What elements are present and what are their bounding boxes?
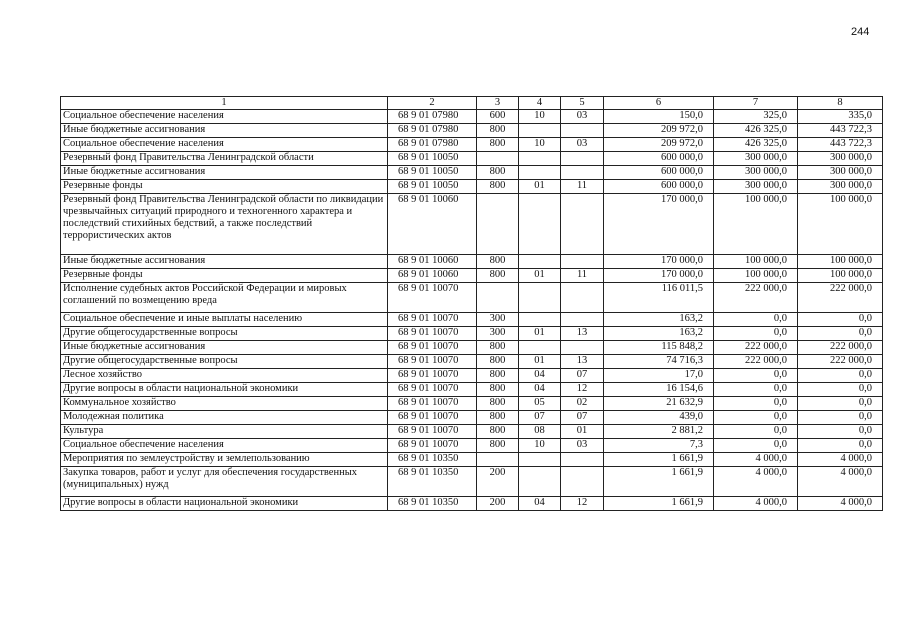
- row-name-cell: Резервные фонды: [61, 180, 388, 194]
- row-col6-cell: 150,0: [604, 110, 714, 124]
- row-col3-cell: 200: [477, 497, 519, 511]
- row-col6-cell: 115 848,2: [604, 341, 714, 355]
- table-row: [61, 327, 883, 341]
- row-col7-cell: 4 000,0: [714, 453, 798, 467]
- row-col7-cell: 4 000,0: [714, 467, 798, 497]
- row-col6-cell: 21 632,9: [604, 397, 714, 411]
- row-col3-cell: [477, 283, 519, 313]
- row-col7-cell: 426 325,0: [714, 138, 798, 152]
- row-name-cell: Резервный фонд Правительства Ленинградской области по ликвидации чрезвычайных ситуаций природного и техногенного характера и последствий стихийных бедствий, а также последствий террористических актов: [61, 194, 388, 255]
- row-code-cell: 68 9 01 10060: [388, 255, 477, 269]
- header-cell: 6: [604, 97, 714, 110]
- row-col8-cell: 0,0: [798, 313, 883, 327]
- row-col4-cell: 10: [519, 138, 561, 152]
- row-col4-cell: 07: [519, 411, 561, 425]
- header-row: [61, 97, 883, 110]
- table-row: [61, 313, 883, 327]
- row-col3-cell: [477, 194, 519, 255]
- row-name-cell: Иные бюджетные ассигнования: [61, 124, 388, 138]
- row-code-cell: 68 9 01 10070: [388, 411, 477, 425]
- row-col4-cell: 04: [519, 497, 561, 511]
- row-name-cell: Культура: [61, 425, 388, 439]
- row-col7-cell: 300 000,0: [714, 152, 798, 166]
- row-col4-cell: [519, 341, 561, 355]
- row-col8-cell: 100 000,0: [798, 194, 883, 255]
- row-col7-cell: 100 000,0: [714, 255, 798, 269]
- row-col3-cell: 800: [477, 355, 519, 369]
- row-name-cell: Исполнение судебных актов Российской Федерации и мировых соглашений по возмещению вреда: [61, 283, 388, 313]
- table-row: [61, 341, 883, 355]
- row-col7-cell: 0,0: [714, 369, 798, 383]
- row-col6-cell: 163,2: [604, 313, 714, 327]
- row-col6-cell: 209 972,0: [604, 138, 714, 152]
- row-code-cell: 68 9 01 10050: [388, 180, 477, 194]
- row-col4-cell: [519, 194, 561, 255]
- page-number: 244: [851, 26, 870, 38]
- row-name-cell: Социальное обеспечение населения: [61, 110, 388, 124]
- row-col4-cell: 10: [519, 439, 561, 453]
- row-col7-cell: 222 000,0: [714, 283, 798, 313]
- row-col3-cell: 800: [477, 166, 519, 180]
- row-col7-cell: 300 000,0: [714, 166, 798, 180]
- row-col4-cell: 05: [519, 397, 561, 411]
- row-col3-cell: 800: [477, 255, 519, 269]
- row-col8-cell: 0,0: [798, 397, 883, 411]
- table-row: [61, 411, 883, 425]
- row-col5-cell: [561, 453, 604, 467]
- row-col5-cell: [561, 341, 604, 355]
- row-col7-cell: 0,0: [714, 313, 798, 327]
- header-cell: 8: [798, 97, 883, 110]
- row-col3-cell: 800: [477, 369, 519, 383]
- row-name-cell: Другие вопросы в области национальной экономики: [61, 497, 388, 511]
- table-row: [61, 467, 883, 497]
- row-col3-cell: 600: [477, 110, 519, 124]
- row-col3-cell: 800: [477, 269, 519, 283]
- row-col4-cell: [519, 166, 561, 180]
- row-col8-cell: 300 000,0: [798, 166, 883, 180]
- row-col5-cell: 03: [561, 439, 604, 453]
- row-col5-cell: 03: [561, 138, 604, 152]
- row-name-cell: Иные бюджетные ассигнования: [61, 255, 388, 269]
- row-col8-cell: 100 000,0: [798, 269, 883, 283]
- row-col8-cell: 300 000,0: [798, 180, 883, 194]
- row-col7-cell: 100 000,0: [714, 269, 798, 283]
- row-col3-cell: 800: [477, 383, 519, 397]
- row-col8-cell: 4 000,0: [798, 497, 883, 511]
- row-col7-cell: 0,0: [714, 383, 798, 397]
- row-col3-cell: 800: [477, 439, 519, 453]
- row-col5-cell: 01: [561, 425, 604, 439]
- row-col5-cell: [561, 166, 604, 180]
- row-col7-cell: 0,0: [714, 439, 798, 453]
- row-col8-cell: 4 000,0: [798, 467, 883, 497]
- row-col4-cell: [519, 453, 561, 467]
- row-code-cell: 68 9 01 10070: [388, 369, 477, 383]
- row-col7-cell: 300 000,0: [714, 180, 798, 194]
- table-row: [61, 166, 883, 180]
- row-col6-cell: 600 000,0: [604, 152, 714, 166]
- row-name-cell: Социальное обеспечение и иные выплаты населению: [61, 313, 388, 327]
- row-col3-cell: [477, 453, 519, 467]
- table-row: [61, 269, 883, 283]
- row-col8-cell: 0,0: [798, 327, 883, 341]
- row-code-cell: 68 9 01 10070: [388, 397, 477, 411]
- header-cell: 3: [477, 97, 519, 110]
- row-col7-cell: 4 000,0: [714, 497, 798, 511]
- row-name-cell: Коммунальное хозяйство: [61, 397, 388, 411]
- row-col3-cell: [477, 152, 519, 166]
- row-code-cell: 68 9 01 07980: [388, 124, 477, 138]
- row-col5-cell: 11: [561, 269, 604, 283]
- row-name-cell: Другие общегосударственные вопросы: [61, 355, 388, 369]
- row-col5-cell: 11: [561, 180, 604, 194]
- row-col3-cell: 800: [477, 180, 519, 194]
- row-col6-cell: 209 972,0: [604, 124, 714, 138]
- row-code-cell: 68 9 01 10070: [388, 283, 477, 313]
- row-code-cell: 68 9 01 10070: [388, 383, 477, 397]
- table-row: [61, 453, 883, 467]
- row-col4-cell: 01: [519, 355, 561, 369]
- row-col8-cell: 100 000,0: [798, 255, 883, 269]
- row-col5-cell: [561, 313, 604, 327]
- row-col4-cell: [519, 255, 561, 269]
- row-code-cell: 68 9 01 10070: [388, 327, 477, 341]
- row-name-cell: Социальное обеспечение населения: [61, 138, 388, 152]
- row-col3-cell: 300: [477, 313, 519, 327]
- row-col6-cell: 170 000,0: [604, 194, 714, 255]
- row-col5-cell: 07: [561, 411, 604, 425]
- table-row: [61, 124, 883, 138]
- row-col6-cell: 116 011,5: [604, 283, 714, 313]
- row-code-cell: 68 9 01 10070: [388, 313, 477, 327]
- table-row: [61, 255, 883, 269]
- row-col6-cell: 7,3: [604, 439, 714, 453]
- row-name-cell: Социальное обеспечение населения: [61, 439, 388, 453]
- row-name-cell: Лесное хозяйство: [61, 369, 388, 383]
- table-row: [61, 110, 883, 124]
- row-col6-cell: 74 716,3: [604, 355, 714, 369]
- table-row: [61, 283, 883, 313]
- row-name-cell: Резервные фонды: [61, 269, 388, 283]
- table-body: [61, 97, 883, 511]
- row-col3-cell: 300: [477, 327, 519, 341]
- row-col5-cell: [561, 194, 604, 255]
- row-col5-cell: [561, 283, 604, 313]
- row-col3-cell: 800: [477, 138, 519, 152]
- row-col5-cell: [561, 255, 604, 269]
- table-row: [61, 383, 883, 397]
- row-col3-cell: 800: [477, 425, 519, 439]
- row-col6-cell: 17,0: [604, 369, 714, 383]
- row-col6-cell: 600 000,0: [604, 180, 714, 194]
- row-col7-cell: 0,0: [714, 411, 798, 425]
- row-col4-cell: [519, 313, 561, 327]
- row-col5-cell: 07: [561, 369, 604, 383]
- row-col4-cell: 01: [519, 327, 561, 341]
- row-col5-cell: 12: [561, 497, 604, 511]
- row-col4-cell: 04: [519, 369, 561, 383]
- row-code-cell: 68 9 01 10060: [388, 269, 477, 283]
- row-col8-cell: 443 722,3: [798, 124, 883, 138]
- row-code-cell: 68 9 01 10070: [388, 425, 477, 439]
- row-col4-cell: [519, 124, 561, 138]
- table-row: [61, 138, 883, 152]
- table-row: [61, 497, 883, 511]
- row-code-cell: 68 9 01 10050: [388, 166, 477, 180]
- row-col3-cell: 800: [477, 124, 519, 138]
- row-col6-cell: 1 661,9: [604, 453, 714, 467]
- row-col3-cell: 800: [477, 397, 519, 411]
- row-name-cell: Иные бюджетные ассигнования: [61, 341, 388, 355]
- table-row: [61, 180, 883, 194]
- row-col4-cell: 01: [519, 180, 561, 194]
- row-col8-cell: 222 000,0: [798, 283, 883, 313]
- row-col4-cell: 10: [519, 110, 561, 124]
- row-code-cell: 68 9 01 10350: [388, 467, 477, 497]
- row-name-cell: Другие вопросы в области национальной экономики: [61, 383, 388, 397]
- row-code-cell: 68 9 01 10350: [388, 497, 477, 511]
- row-code-cell: 68 9 01 07980: [388, 110, 477, 124]
- header-cell: 2: [388, 97, 477, 110]
- row-col3-cell: 800: [477, 341, 519, 355]
- row-col5-cell: [561, 152, 604, 166]
- table-row: [61, 355, 883, 369]
- row-col7-cell: 0,0: [714, 397, 798, 411]
- row-name-cell: Мероприятия по землеустройству и землепользованию: [61, 453, 388, 467]
- table-row: [61, 194, 883, 255]
- header-cell: 5: [561, 97, 604, 110]
- table-row: [61, 152, 883, 166]
- row-name-cell: Молодежная политика: [61, 411, 388, 425]
- row-col7-cell: 0,0: [714, 425, 798, 439]
- row-name-cell: Закупка товаров, работ и услуг для обеспечения государственных (муниципальных) нужд: [61, 467, 388, 497]
- table-row: [61, 439, 883, 453]
- row-col3-cell: 200: [477, 467, 519, 497]
- row-col6-cell: 163,2: [604, 327, 714, 341]
- row-col4-cell: 01: [519, 269, 561, 283]
- row-name-cell: Резервный фонд Правительства Ленинградской области: [61, 152, 388, 166]
- row-col8-cell: 300 000,0: [798, 152, 883, 166]
- row-code-cell: 68 9 01 10070: [388, 439, 477, 453]
- row-col6-cell: 1 661,9: [604, 497, 714, 511]
- row-col4-cell: 08: [519, 425, 561, 439]
- table-row: [61, 397, 883, 411]
- row-col7-cell: 222 000,0: [714, 341, 798, 355]
- row-col7-cell: 100 000,0: [714, 194, 798, 255]
- row-name-cell: Иные бюджетные ассигнования: [61, 166, 388, 180]
- row-code-cell: 68 9 01 10350: [388, 453, 477, 467]
- row-name-cell: Другие общегосударственные вопросы: [61, 327, 388, 341]
- row-code-cell: 68 9 01 10070: [388, 355, 477, 369]
- row-col7-cell: 426 325,0: [714, 124, 798, 138]
- row-col8-cell: 222 000,0: [798, 355, 883, 369]
- row-col6-cell: 439,0: [604, 411, 714, 425]
- row-col8-cell: 0,0: [798, 383, 883, 397]
- header-cell: 4: [519, 97, 561, 110]
- row-col5-cell: [561, 467, 604, 497]
- row-col6-cell: 170 000,0: [604, 269, 714, 283]
- row-col6-cell: 1 661,9: [604, 467, 714, 497]
- header-cell: 1: [61, 97, 388, 110]
- row-col6-cell: 600 000,0: [604, 166, 714, 180]
- row-col5-cell: 13: [561, 355, 604, 369]
- row-code-cell: 68 9 01 10060: [388, 194, 477, 255]
- header-cell: 7: [714, 97, 798, 110]
- row-col8-cell: 0,0: [798, 369, 883, 383]
- row-code-cell: 68 9 01 07980: [388, 138, 477, 152]
- row-col5-cell: 13: [561, 327, 604, 341]
- row-col7-cell: 222 000,0: [714, 355, 798, 369]
- row-col4-cell: [519, 152, 561, 166]
- row-col8-cell: 443 722,3: [798, 138, 883, 152]
- row-col5-cell: 03: [561, 110, 604, 124]
- row-col8-cell: 4 000,0: [798, 453, 883, 467]
- row-col8-cell: 0,0: [798, 411, 883, 425]
- row-col4-cell: [519, 283, 561, 313]
- row-col3-cell: 800: [477, 411, 519, 425]
- table-row: [61, 425, 883, 439]
- table-row: [61, 369, 883, 383]
- row-col7-cell: 0,0: [714, 327, 798, 341]
- row-col8-cell: 0,0: [798, 425, 883, 439]
- row-col5-cell: [561, 124, 604, 138]
- row-code-cell: 68 9 01 10070: [388, 341, 477, 355]
- row-col5-cell: 02: [561, 397, 604, 411]
- row-col6-cell: 170 000,0: [604, 255, 714, 269]
- row-col6-cell: 16 154,6: [604, 383, 714, 397]
- row-col4-cell: 04: [519, 383, 561, 397]
- row-col5-cell: 12: [561, 383, 604, 397]
- row-col7-cell: 325,0: [714, 110, 798, 124]
- row-col6-cell: 2 881,2: [604, 425, 714, 439]
- row-col4-cell: [519, 467, 561, 497]
- row-col8-cell: 0,0: [798, 439, 883, 453]
- row-col8-cell: 335,0: [798, 110, 883, 124]
- row-code-cell: 68 9 01 10050: [388, 152, 477, 166]
- budget-table: [60, 96, 883, 511]
- row-col8-cell: 222 000,0: [798, 341, 883, 355]
